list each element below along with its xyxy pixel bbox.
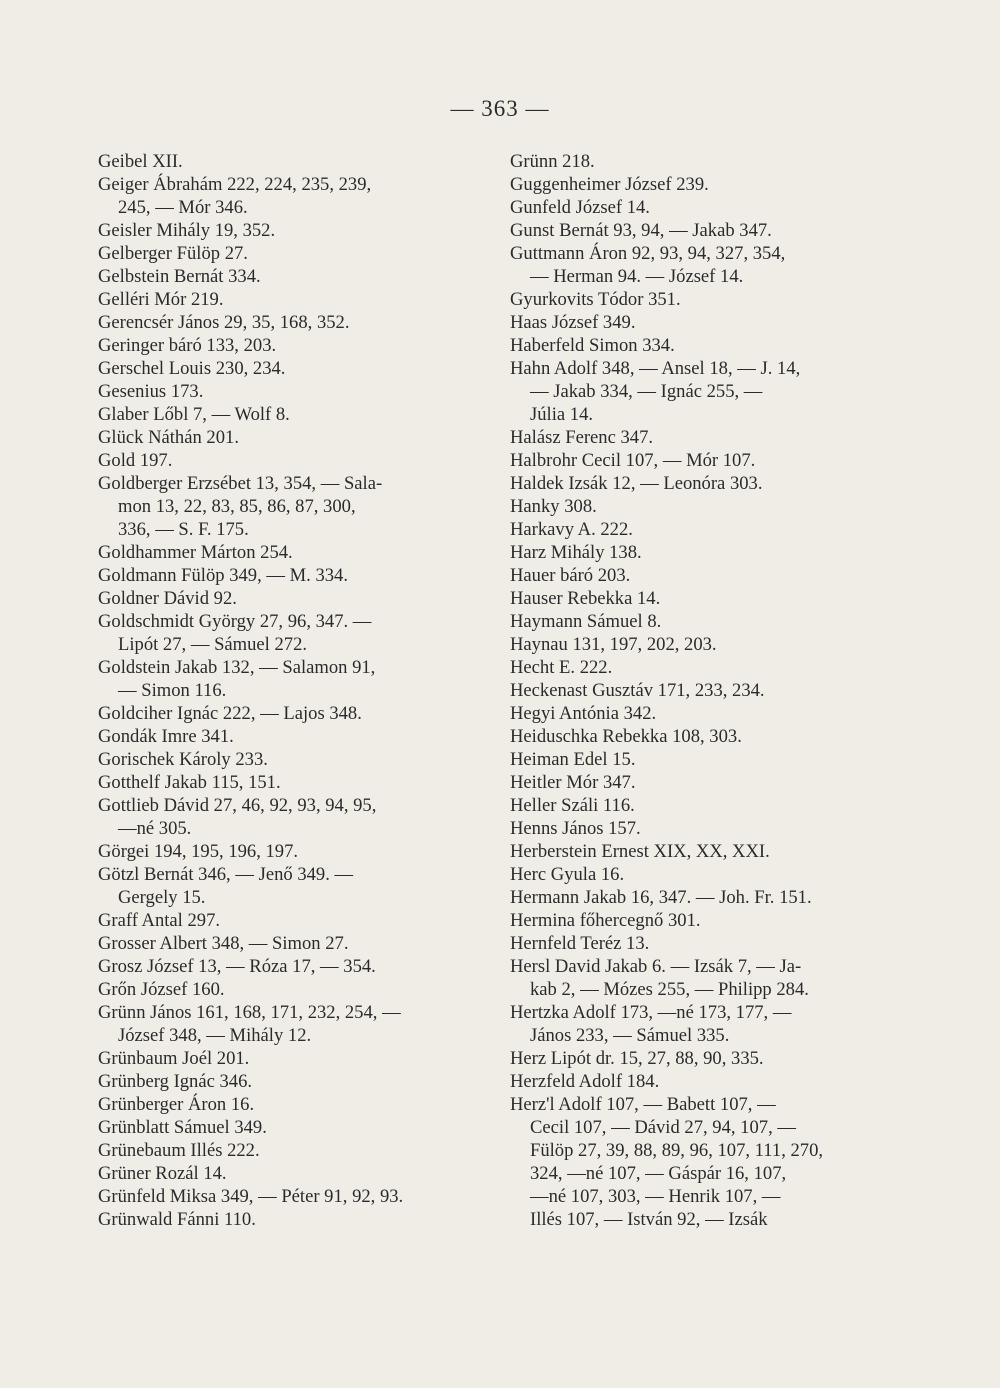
index-entry <box>510 288 905 311</box>
index-entry <box>98 472 488 541</box>
index-entry <box>98 541 488 564</box>
index-entry <box>510 426 905 449</box>
index-entry <box>510 840 905 863</box>
entry-line: Grosser Albert 348, — Simon 27. <box>98 933 349 954</box>
entry-line: Gerencsér János 29, 35, 168, 352. <box>98 312 350 333</box>
index-entry <box>98 334 488 357</box>
entry-continuation-line: Cecil 107, — Dávid 27, 94, 107, — <box>530 1117 796 1138</box>
entry-line: Geringer báró 133, 203. <box>98 335 277 356</box>
entry-continuation-line: 324, —né 107, — Gáspár 16, 107, <box>530 1163 787 1184</box>
entry-line: Grünfeld Miksa 349, — Péter 91, 92, 93. <box>98 1186 404 1207</box>
entry-line: Gyurkovits Tódor 351. <box>510 289 681 310</box>
entry-line: Herberstein Ernest XIX, XX, XXI. <box>510 841 770 862</box>
index-entry <box>98 1116 488 1139</box>
left-column <box>98 150 488 1231</box>
index-entry <box>98 380 488 403</box>
index-entry <box>510 702 905 725</box>
entry-line: Gorischek Károly 233. <box>98 749 268 770</box>
entry-line: Geiger Ábrahám 222, 224, 235, 239, <box>98 174 372 195</box>
entry-line: Guggenheimer József 239. <box>510 174 709 195</box>
entry-line: Grőn József 160. <box>98 979 225 1000</box>
entry-line: Herz'l Adolf 107, — Babett 107, — <box>510 1094 776 1115</box>
entry-line: Heckenast Gusztáv 171, 233, 234. <box>510 680 765 701</box>
index-entry <box>98 863 488 909</box>
index-entry <box>510 932 905 955</box>
entry-line: Görgei 194, 195, 196, 197. <box>98 841 299 862</box>
index-entry <box>510 1047 905 1070</box>
index-entry <box>98 1093 488 1116</box>
index-entry <box>510 1070 905 1093</box>
index-entry <box>98 932 488 955</box>
entry-line: Heiman Edel 15. <box>510 749 636 770</box>
entry-line: Grünebaum Illés 222. <box>98 1140 260 1161</box>
entry-line: Hermina főhercegnő 301. <box>510 910 701 931</box>
entry-line: Goldciher Ignác 222, — Lajos 348. <box>98 703 362 724</box>
index-entry <box>510 863 905 886</box>
entry-continuation-line: 245, — Mór 346. <box>118 197 248 218</box>
index-entry <box>510 748 905 771</box>
entry-line: Grünberg Ignác 346. <box>98 1071 253 1092</box>
index-entry <box>510 173 905 196</box>
index-entry <box>98 311 488 334</box>
index-entry <box>98 357 488 380</box>
entry-line: Hecht E. 222. <box>510 657 613 678</box>
entry-line: Haas József 349. <box>510 312 636 333</box>
entry-line: Heiduschka Rebekka 108, 303. <box>510 726 742 747</box>
entry-line: Hanky 308. <box>510 496 597 517</box>
entry-line: Hauer báró 203. <box>510 565 631 586</box>
entry-continuation-line: — Jakab 334, — Ignác 255, — <box>530 381 763 402</box>
entry-line: Heitler Mór 347. <box>510 772 636 793</box>
index-entry <box>510 610 905 633</box>
entry-line: Gelbstein Bernát 334. <box>98 266 261 287</box>
entry-line: Haberfeld Simon 334. <box>510 335 675 356</box>
entry-line: Goldhammer Márton 254. <box>98 542 293 563</box>
index-entry <box>98 1208 488 1231</box>
entry-line: Herzfeld Adolf 184. <box>510 1071 660 1092</box>
entry-line: Gunfeld József 14. <box>510 197 650 218</box>
index-entry <box>98 564 488 587</box>
index-entry <box>98 173 488 219</box>
index-entry <box>510 771 905 794</box>
entry-line: Guttmann Áron 92, 93, 94, 327, 354, <box>510 243 786 264</box>
entry-line: Gottlieb Dávid 27, 46, 92, 93, 94, 95, <box>98 795 377 816</box>
index-entry <box>510 564 905 587</box>
entry-line: Gelberger Fülöp 27. <box>98 243 248 264</box>
entry-continuation-line: —né 107, 303, — Henrik 107, — <box>530 1186 781 1207</box>
entry-line: Gelléri Mór 219. <box>98 289 224 310</box>
entry-line: Herz Lipót dr. 15, 27, 88, 90, 335. <box>510 1048 764 1069</box>
entry-line: Grosz József 13, — Róza 17, — 354. <box>98 956 376 977</box>
entry-line: Götzl Bernát 346, — Jenő 349. — <box>98 864 354 885</box>
entry-line: Graff Antal 297. <box>98 910 221 931</box>
index-entry <box>510 794 905 817</box>
entry-continuation-line: — Herman 94. — József 14. <box>530 266 744 287</box>
entry-continuation-line: Júlia 14. <box>530 404 594 425</box>
entry-line: Gotthelf Jakab 115, 151. <box>98 772 281 793</box>
entry-line: Hermann Jakab 16, 347. — Joh. Fr. 151. <box>510 887 812 908</box>
entry-continuation-line: —né 305. <box>118 818 192 839</box>
index-entry <box>510 518 905 541</box>
entry-line: Grünn 218. <box>510 151 595 172</box>
entry-continuation-line: kab 2, — Mózes 255, — Philipp 284. <box>530 979 809 1000</box>
entry-line: Goldner Dávid 92. <box>98 588 237 609</box>
entry-continuation-line: József 348, — Mihály 12. <box>118 1025 312 1046</box>
entry-continuation-line: Lipót 27, — Sámuel 272. <box>118 634 308 655</box>
index-entry <box>510 150 905 173</box>
entry-line: Gunst Bernát 93, 94, — Jakab 347. <box>510 220 772 241</box>
entry-line: Harkavy A. 222. <box>510 519 633 540</box>
entry-line: Haymann Sámuel 8. <box>510 611 662 632</box>
index-entry <box>98 702 488 725</box>
index-entry <box>510 633 905 656</box>
index-entry <box>510 495 905 518</box>
index-entry <box>98 449 488 472</box>
entry-line: Herc Gyula 16. <box>510 864 625 885</box>
entry-line: Hersl David Jakab 6. — Izsák 7, — Ja- <box>510 956 802 977</box>
index-entry <box>510 449 905 472</box>
entry-line: Harz Mihály 138. <box>510 542 642 563</box>
index-entry <box>510 656 905 679</box>
entry-line: Hernfeld Teréz 13. <box>510 933 650 954</box>
index-entry <box>510 955 905 1001</box>
entry-continuation-line: Gergely 15. <box>118 887 206 908</box>
entry-line: Grünberger Áron 16. <box>98 1094 255 1115</box>
entry-line: Hertzka Adolf 173, —né 173, 177, — <box>510 1002 792 1023</box>
entry-line: Halbrohr Cecil 107, — Mór 107. <box>510 450 756 471</box>
entry-line: Grünwald Fánni 110. <box>98 1209 256 1230</box>
index-entry <box>510 311 905 334</box>
index-entry <box>98 219 488 242</box>
index-entry <box>98 242 488 265</box>
index-entry <box>510 219 905 242</box>
entry-line: Hegyi Antónia 342. <box>510 703 657 724</box>
entry-continuation-line: Illés 107, — István 92, — Izsák <box>530 1209 768 1230</box>
index-entry <box>98 656 488 702</box>
entry-line: Gondák Imre 341. <box>98 726 234 747</box>
entry-continuation-line: — Simon 116. <box>118 680 227 701</box>
index-entry <box>98 978 488 1001</box>
index-entry <box>98 909 488 932</box>
index-entry <box>98 403 488 426</box>
index-entry <box>510 909 905 932</box>
index-entry <box>98 725 488 748</box>
index-entry <box>510 357 905 426</box>
index-entry <box>510 1093 905 1231</box>
index-entry <box>510 242 905 288</box>
index-entry <box>98 587 488 610</box>
index-entry <box>98 1047 488 1070</box>
entry-line: Gerschel Louis 230, 234. <box>98 358 286 379</box>
entry-continuation-line: mon 13, 22, 83, 85, 86, 87, 300, <box>118 496 356 517</box>
entry-line: Geisler Mihály 19, 352. <box>98 220 276 241</box>
index-entry <box>510 817 905 840</box>
entry-line: Halász Ferenc 347. <box>510 427 654 448</box>
entry-line: Heller Száli 116. <box>510 795 635 816</box>
entry-line: Grüner Rozál 14. <box>98 1163 227 1184</box>
index-entry <box>510 587 905 610</box>
index-entry <box>510 1001 905 1047</box>
index-entry <box>98 288 488 311</box>
index-entry <box>98 150 488 173</box>
entry-line: Hauser Rebekka 14. <box>510 588 661 609</box>
entry-line: Goldberger Erzsébet 13, 354, — Sala- <box>98 473 383 494</box>
entry-line: Glaber Lőbl 7, — Wolf 8. <box>98 404 290 425</box>
right-column <box>510 150 905 1231</box>
index-entry <box>510 196 905 219</box>
entry-line: Henns János 157. <box>510 818 641 839</box>
index-entry <box>98 1070 488 1093</box>
index-entry <box>98 771 488 794</box>
entry-line: Grünbaum Joél 201. <box>98 1048 250 1069</box>
entry-line: Glück Náthán 201. <box>98 427 239 448</box>
entry-line: Hahn Adolf 348, — Ansel 18, — J. 14, <box>510 358 801 379</box>
page-number: — 363 — <box>450 96 550 121</box>
entry-line: Grünblatt Sámuel 349. <box>98 1117 267 1138</box>
entry-line: Goldstein Jakab 132, — Salamon 91, <box>98 657 376 678</box>
index-entry <box>510 334 905 357</box>
index-entry <box>510 725 905 748</box>
entry-line: Haldek Izsák 12, — Leonóra 303. <box>510 473 763 494</box>
entry-line: Grünn János 161, 168, 171, 232, 254, — <box>98 1002 401 1023</box>
entry-continuation-line: János 233, — Sámuel 335. <box>530 1025 730 1046</box>
index-entry <box>98 1139 488 1162</box>
entry-continuation-line: Fülöp 27, 39, 88, 89, 96, 107, 111, 270, <box>530 1140 824 1161</box>
index-entry <box>98 955 488 978</box>
index-entry <box>98 610 488 656</box>
index-entry <box>510 472 905 495</box>
index-entry <box>98 748 488 771</box>
index-entry <box>98 1185 488 1208</box>
entry-continuation-line: 336, — S. F. 175. <box>118 519 249 540</box>
index-entry <box>98 426 488 449</box>
entry-line: Goldmann Fülöp 349, — M. 334. <box>98 565 348 586</box>
entry-line: Gesenius 173. <box>98 381 204 402</box>
entry-line: Geibel XII. <box>98 151 183 172</box>
entry-line: Gold 197. <box>98 450 173 471</box>
index-entry <box>98 840 488 863</box>
index-entry <box>510 541 905 564</box>
index-entry <box>98 1162 488 1185</box>
index-entry <box>98 265 488 288</box>
index-entry <box>98 1001 488 1047</box>
entry-line: Haynau 131, 197, 202, 203. <box>510 634 717 655</box>
index-entry <box>510 886 905 909</box>
entry-line: Goldschmidt György 27, 96, 347. — <box>98 611 372 632</box>
index-entry <box>98 794 488 840</box>
index-entry <box>510 679 905 702</box>
